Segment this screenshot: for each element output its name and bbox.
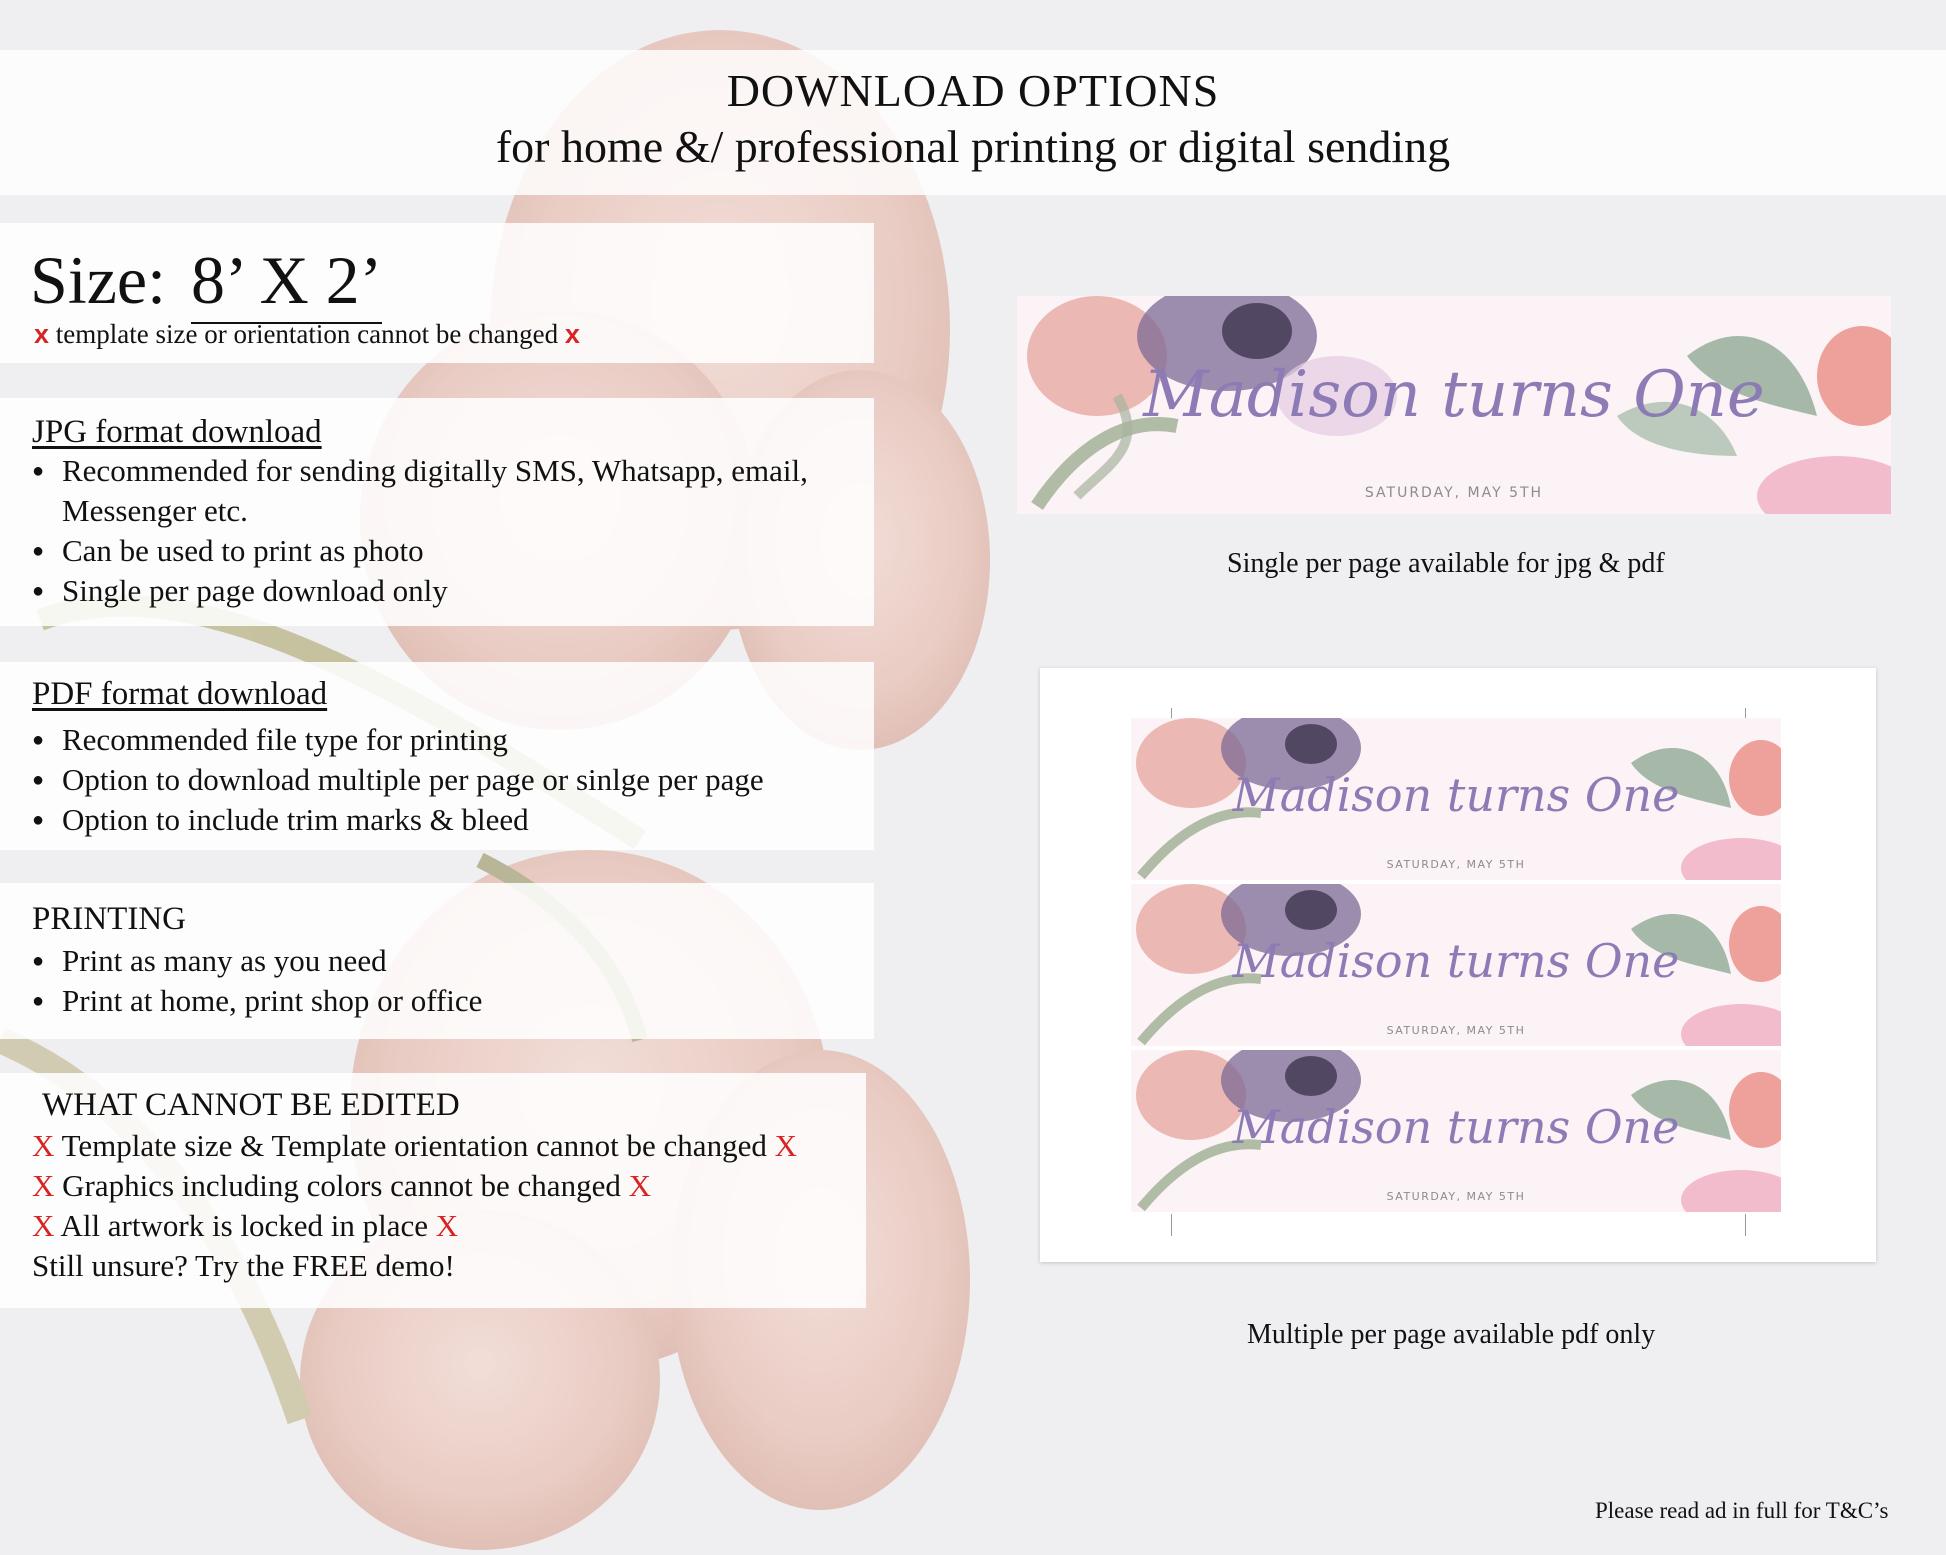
x-mark-icon: X (32, 1128, 55, 1163)
list-item: ● Recommended file type for printing (30, 720, 764, 760)
size-panel (0, 223, 874, 363)
footer-note: Please read ad in full for T&C’s (1595, 1498, 1889, 1523)
x-mark-icon: x (34, 319, 50, 349)
size-line (30, 241, 382, 324)
size-note-text: template size or orientation cannot be changed (55, 319, 559, 349)
banner-date: SATURDAY, MAY 5TH (1386, 858, 1526, 871)
list-item: ● Print at home, print shop or office (30, 981, 482, 1021)
list-item: ● Single per page download only (30, 571, 902, 611)
x-mark-icon: X (774, 1128, 797, 1163)
jpg-bullet-list (30, 451, 902, 611)
banner-preview-multi (1131, 884, 1781, 1046)
banner-preview-multi (1131, 718, 1781, 880)
cannot-edit-heading: WHAT CANNOT BE EDITED (42, 1087, 460, 1123)
banner-name: Madison turns One (1232, 934, 1680, 988)
trim-mark (1171, 1214, 1172, 1236)
pdf-heading: PDF format download (32, 676, 328, 712)
cannot-edit-text: Graphics including colors cannot be changed (62, 1168, 621, 1203)
cannot-edit-panel (0, 1073, 866, 1308)
x-mark-icon: x (564, 319, 580, 349)
pdf-bullet-list (30, 720, 764, 840)
cannot-edit-text: All artwork is locked in place (60, 1208, 429, 1243)
page-title: DOWNLOAD OPTIONS (726, 65, 1220, 116)
banner-date: SATURDAY, MAY 5TH (1364, 485, 1544, 501)
multi-caption: Multiple per page available pdf only (1247, 1319, 1656, 1350)
banner-name: Madison turns One (1232, 768, 1680, 822)
banner-date: SATURDAY, MAY 5TH (1386, 1190, 1526, 1203)
printing-bullet-list (30, 941, 482, 1021)
printing-panel (0, 883, 874, 1039)
cannot-edit-text: Template size & Template orientation cannot be changed (61, 1128, 767, 1163)
size-label: Size: (30, 242, 166, 318)
cannot-edit-item (32, 1168, 651, 1204)
banner-name: Madison turns One (1143, 358, 1765, 432)
banner-preview-single (1017, 296, 1891, 514)
multi-page-sheet (1040, 668, 1876, 1262)
banner-date: SATURDAY, MAY 5TH (1386, 1024, 1526, 1037)
list-item: ● Recommended for sending digitally SMS, Whatsapp, email, Messenger etc. (30, 451, 902, 531)
trim-mark (1745, 1214, 1746, 1236)
demo-note: Still unsure? Try the FREE demo! (32, 1248, 455, 1283)
banner-name: Madison turns One (1232, 1100, 1680, 1154)
jpg-panel (0, 398, 874, 626)
x-mark-icon: X (628, 1168, 651, 1203)
x-mark-icon: X (435, 1208, 459, 1243)
list-item: ● Print as many as you need (30, 941, 482, 981)
printing-heading: PRINTING (32, 901, 186, 937)
cannot-edit-item (32, 1128, 797, 1164)
x-mark-icon: X (32, 1168, 55, 1203)
page-subtitle: for home &/ professional printing or digital sending (495, 121, 1451, 172)
single-caption: Single per page available for jpg & pdf (1227, 548, 1665, 579)
list-item: ● Option to download multiple per page or sinlge per page (30, 760, 764, 800)
size-value: 8’ X 2’ (191, 241, 382, 324)
cannot-edit-item (32, 1208, 458, 1244)
size-note (34, 319, 580, 350)
header-band (0, 50, 1946, 195)
jpg-heading: JPG format download (32, 414, 322, 450)
pdf-panel (0, 662, 874, 850)
list-item: ● Option to include trim marks & bleed (30, 800, 764, 840)
list-item: ● Can be used to print as photo (30, 531, 902, 571)
x-mark-icon: X (32, 1208, 55, 1243)
banner-preview-multi (1131, 1050, 1781, 1212)
